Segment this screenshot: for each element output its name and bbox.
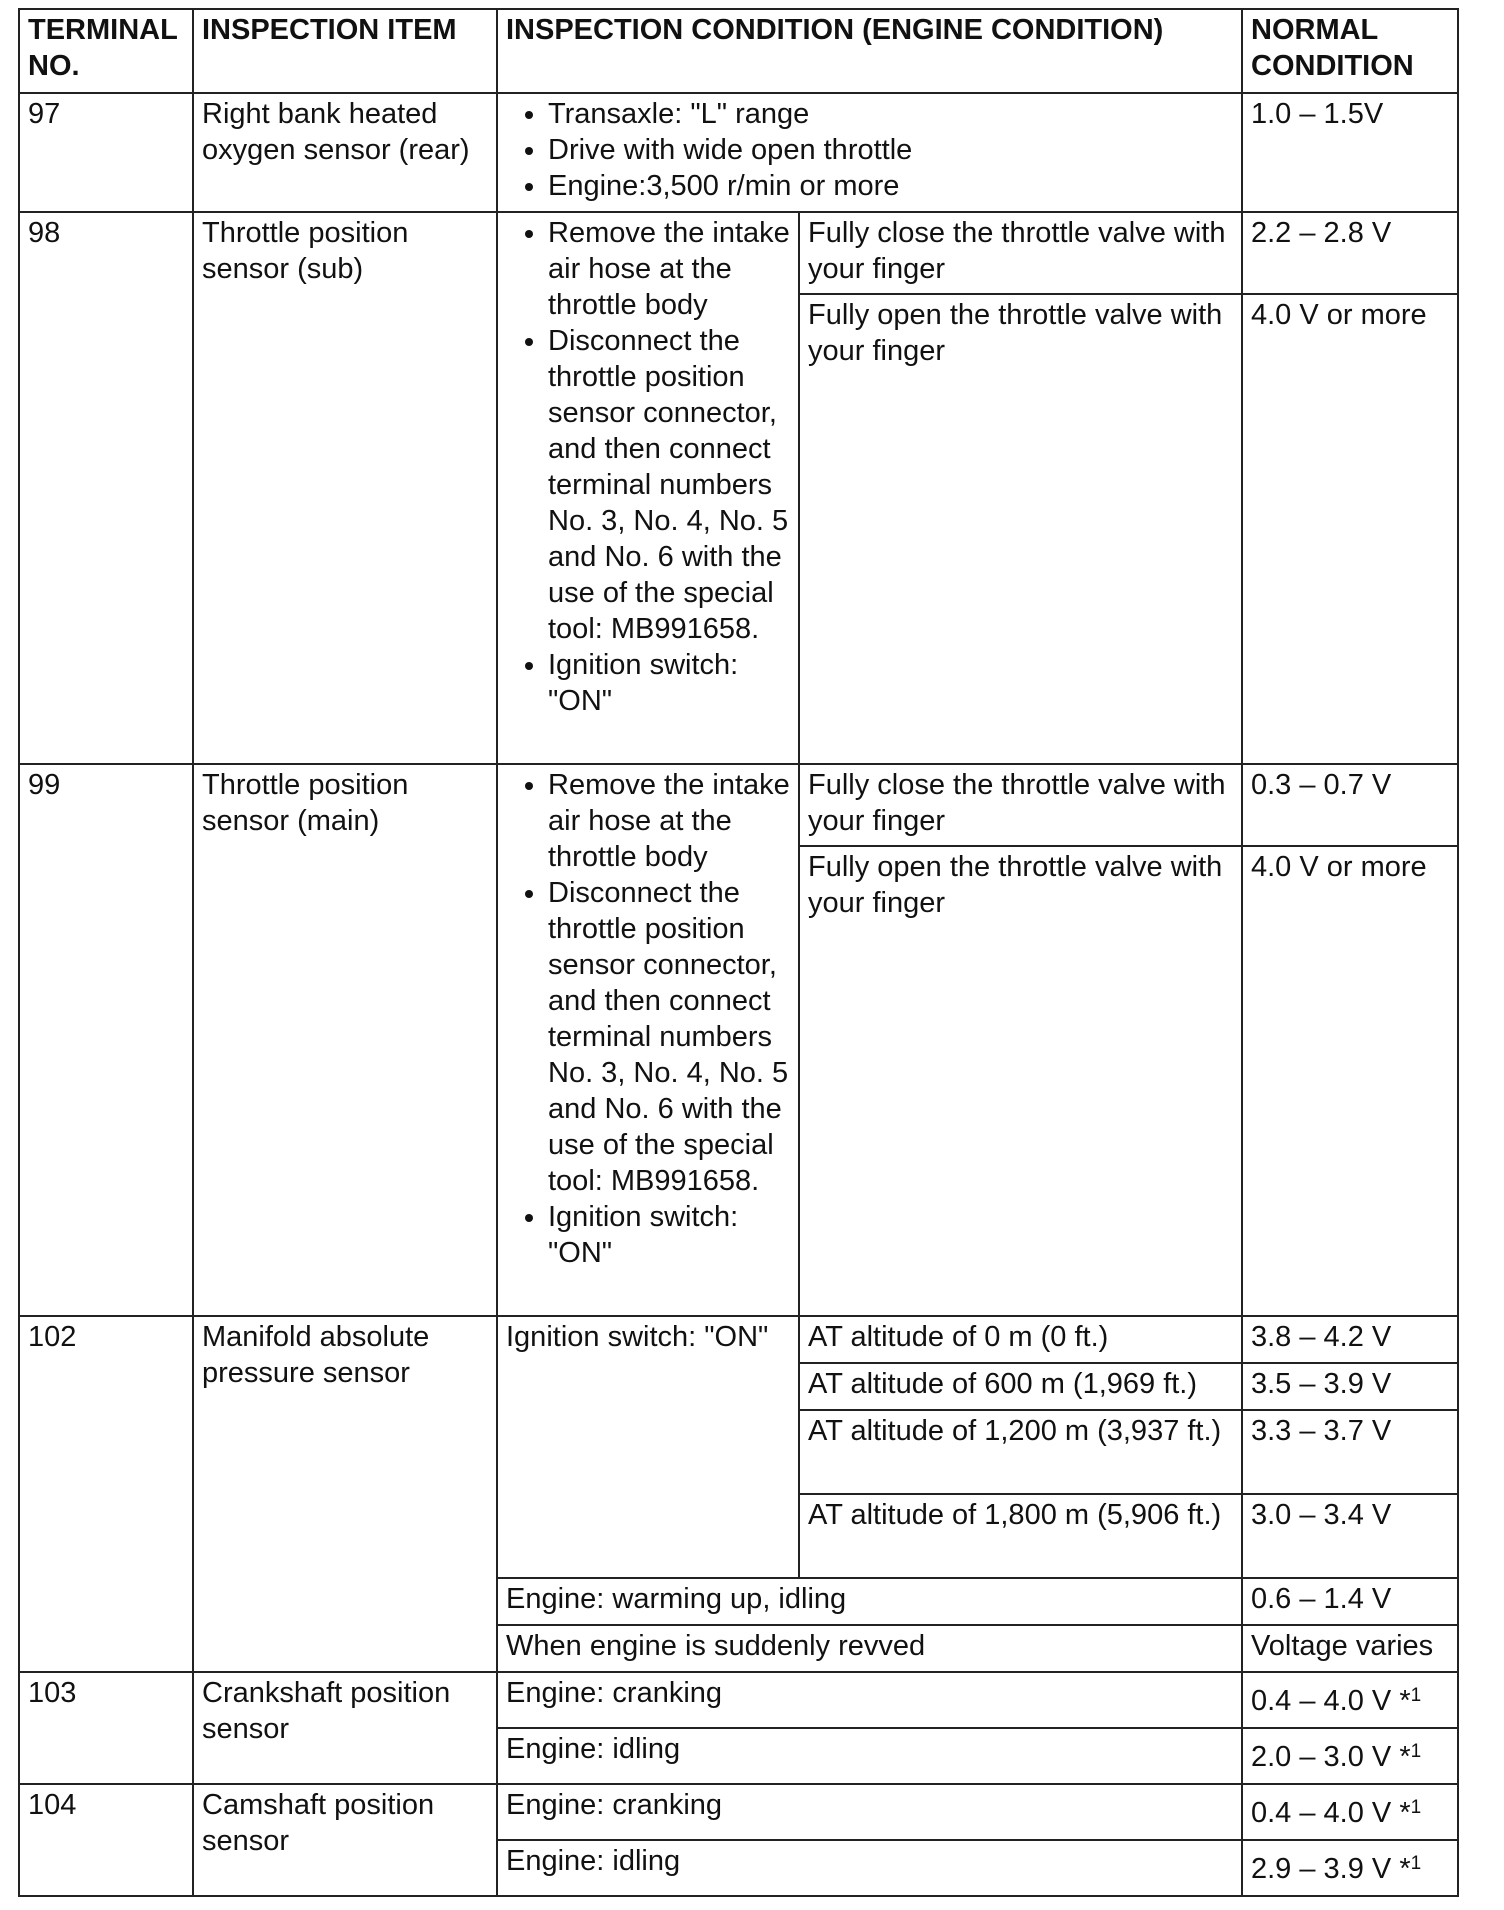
list-item: • Ignition switch: "ON" bbox=[548, 1199, 790, 1271]
footnote-marker: 1 bbox=[1410, 1685, 1422, 1706]
normal-condition-cell: 3.8 – 4.2 V bbox=[1242, 1316, 1458, 1363]
inspection-item-cell: Right bank heated oxygen sensor (rear) bbox=[193, 93, 497, 212]
condition-bullet-list bbox=[506, 215, 790, 719]
terminal-cell: 97 bbox=[19, 93, 193, 212]
sub-condition-cell: AT altitude of 1,800 m (5,906 ft.) bbox=[799, 1494, 1242, 1578]
terminal-cell: 102 bbox=[19, 1316, 193, 1672]
terminal-cell: 104 bbox=[19, 1784, 193, 1896]
sub-condition-cell: Fully open the throttle valve with your finger bbox=[799, 294, 1242, 764]
normal-value: 2.0 – 3.0 V * bbox=[1251, 1741, 1411, 1773]
table-row-98 bbox=[19, 212, 1458, 294]
inspection-condition-cell: Engine: idling bbox=[497, 1840, 1242, 1896]
normal-condition-cell: 3.5 – 3.9 V bbox=[1242, 1363, 1458, 1410]
normal-condition-cell bbox=[1242, 1728, 1458, 1784]
terminal-cell: 99 bbox=[19, 764, 193, 1316]
sub-condition-cell: AT altitude of 600 m (1,969 ft.) bbox=[799, 1363, 1242, 1410]
sub-condition-cell: Fully open the throttle valve with your finger bbox=[799, 846, 1242, 1316]
inspection-condition-cell: Engine: idling bbox=[497, 1728, 1242, 1784]
list-item: • Disconnect the throttle position sensor connector, and then connect terminal numbers No. 3, No. 4, No. 5 and No. 6 with the use of the special tool: MB991658. bbox=[548, 875, 790, 1199]
normal-condition-cell: 4.0 V or more bbox=[1242, 846, 1458, 1316]
normal-value: 2.9 – 3.9 V * bbox=[1251, 1853, 1411, 1885]
table-row-102 bbox=[19, 1316, 1458, 1363]
inspection-condition-cell bbox=[497, 764, 799, 1316]
inspection-condition-cell: Engine: cranking bbox=[497, 1672, 1242, 1728]
table-row-104 bbox=[19, 1784, 1458, 1840]
normal-condition-cell: 2.2 – 2.8 V bbox=[1242, 212, 1458, 294]
list-item: • Drive with wide open throttle bbox=[548, 132, 1233, 168]
footnote-marker: 1 bbox=[1410, 1741, 1422, 1762]
list-item: • Disconnect the throttle position sensor connector, and then connect terminal numbers No. 3, No. 4, No. 5 and No. 6 with the use of the special tool: MB991658. bbox=[548, 323, 790, 647]
list-item: • Engine:3,500 r/min or more bbox=[548, 168, 1233, 204]
inspection-condition-cell bbox=[497, 212, 799, 764]
normal-condition-cell: 3.3 – 3.7 V bbox=[1242, 1410, 1458, 1494]
sub-condition-cell: Fully close the throttle valve with your finger bbox=[799, 212, 1242, 294]
inspection-item-cell: Throttle position sensor (sub) bbox=[193, 212, 497, 764]
sub-condition-cell: AT altitude of 1,200 m (3,937 ft.) bbox=[799, 1410, 1242, 1494]
normal-condition-cell: 0.6 – 1.4 V bbox=[1242, 1578, 1458, 1625]
normal-condition-cell bbox=[1242, 1840, 1458, 1896]
normal-condition-cell: 0.3 – 0.7 V bbox=[1242, 764, 1458, 846]
table-row-97 bbox=[19, 93, 1458, 212]
inspection-item-cell: Throttle position sensor (main) bbox=[193, 764, 497, 1316]
normal-condition-cell bbox=[1242, 1784, 1458, 1840]
normal-condition-cell: 4.0 V or more bbox=[1242, 294, 1458, 764]
list-item: • Transaxle: "L" range bbox=[548, 96, 1233, 132]
sub-condition-cell: AT altitude of 0 m (0 ft.) bbox=[799, 1316, 1242, 1363]
inspection-item-cell: Crankshaft position sensor bbox=[193, 1672, 497, 1784]
sub-condition-cell: Fully close the throttle valve with your finger bbox=[799, 764, 1242, 846]
table-row-99 bbox=[19, 764, 1458, 846]
inspection-condition-cell bbox=[497, 93, 1242, 212]
footnote-marker: 1 bbox=[1410, 1797, 1422, 1818]
header-inspection-item: INSPECTION ITEM bbox=[193, 9, 497, 93]
list-item: • Remove the intake air hose at the throttle body bbox=[548, 215, 790, 323]
terminal-inspection-table bbox=[18, 8, 1459, 1897]
inspection-item-cell: Camshaft position sensor bbox=[193, 1784, 497, 1896]
terminal-cell: 98 bbox=[19, 212, 193, 764]
inspection-condition-cell: Engine: cranking bbox=[497, 1784, 1242, 1840]
condition-bullet-list bbox=[506, 96, 1233, 204]
table-row-103 bbox=[19, 1672, 1458, 1728]
normal-condition-cell: 1.0 – 1.5V bbox=[1242, 93, 1458, 212]
normal-condition-cell bbox=[1242, 1672, 1458, 1728]
inspection-item-cell: Manifold absolute pressure sensor bbox=[193, 1316, 497, 1672]
normal-value: 0.4 – 4.0 V * bbox=[1251, 1797, 1411, 1829]
list-item: • Ignition switch: "ON" bbox=[548, 647, 790, 719]
normal-condition-cell: 3.0 – 3.4 V bbox=[1242, 1494, 1458, 1578]
normal-condition-cell: Voltage varies bbox=[1242, 1625, 1458, 1672]
list-item: • Remove the intake air hose at the throttle body bbox=[548, 767, 790, 875]
inspection-condition-cell: Ignition switch: "ON" bbox=[497, 1316, 799, 1578]
header-inspection-condition: INSPECTION CONDITION (ENGINE CONDITION) bbox=[497, 9, 1242, 93]
inspection-condition-cell: Engine: warming up, idling bbox=[497, 1578, 1242, 1625]
header-terminal-no: TERMINAL NO. bbox=[19, 9, 193, 93]
footnote-marker: 1 bbox=[1410, 1853, 1422, 1874]
inspection-condition-cell: When engine is suddenly revved bbox=[497, 1625, 1242, 1672]
table-header-row bbox=[19, 9, 1458, 93]
header-normal-condition: NORMAL CONDITION bbox=[1242, 9, 1458, 93]
terminal-cell: 103 bbox=[19, 1672, 193, 1784]
normal-value: 0.4 – 4.0 V * bbox=[1251, 1685, 1411, 1717]
document-page bbox=[18, 8, 1459, 1897]
condition-bullet-list bbox=[506, 767, 790, 1271]
